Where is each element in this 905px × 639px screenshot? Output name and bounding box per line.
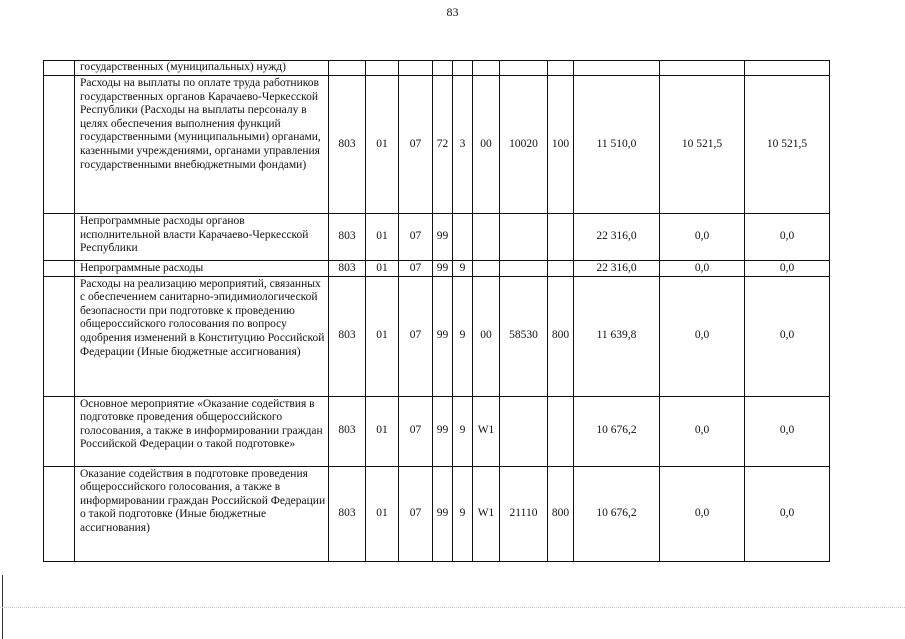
direction-code-cell: 58530 <box>500 276 548 396</box>
subprogram-code-cell: 9 <box>453 466 473 561</box>
expense-type-cell: 800 <box>548 466 574 561</box>
section-code-cell: 01 <box>366 396 399 466</box>
direction-code-cell <box>500 261 548 277</box>
section-code-cell: 01 <box>366 276 399 396</box>
table-row <box>44 261 830 277</box>
table-row <box>44 214 830 261</box>
subsection-code-cell: 07 <box>399 276 433 396</box>
expense-name-cell: Расходы на выплаты по оплате труда работников государственных органов Карачаево-Черкесской Республики (Расходы на выплаты персоналу в целях обеспечения выполнения функций государственными (муниципальными) органами, казенными учреждениями, органами управления государственными внебюджетными фондами) <box>75 76 329 214</box>
direction-code-cell <box>500 61 548 76</box>
section-code-cell: 01 <box>366 76 399 214</box>
table-row <box>44 466 830 561</box>
expense-type-cell: 800 <box>548 276 574 396</box>
subsection-code-cell: 07 <box>399 261 433 277</box>
table-row <box>44 76 830 214</box>
amount-year3-cell <box>745 61 830 76</box>
expense-type-cell <box>548 396 574 466</box>
section-code-cell <box>366 61 399 76</box>
amount-year1-cell: 22 316,0 <box>574 214 660 261</box>
subsection-code-cell: 07 <box>399 396 433 466</box>
direction-code-cell <box>500 214 548 261</box>
scan-noise-line <box>0 607 905 608</box>
program-code-cell: 99 <box>433 276 453 396</box>
event-code-cell: 00 <box>473 276 500 396</box>
amount-year1-cell: 10 676,2 <box>574 396 660 466</box>
amount-year2-cell: 0,0 <box>660 276 745 396</box>
program-code-cell: 99 <box>433 466 453 561</box>
amount-year3-cell: 0,0 <box>745 261 830 277</box>
event-code-cell <box>473 61 500 76</box>
direction-code-cell <box>500 396 548 466</box>
admin-code-cell: 803 <box>329 261 366 277</box>
subprogram-code-cell <box>453 61 473 76</box>
program-code-cell <box>433 61 453 76</box>
expense-name-cell: государственных (муниципальных) нужд) <box>75 61 329 76</box>
section-code-cell: 01 <box>366 214 399 261</box>
expense-name-cell: Непрограммные расходы <box>75 261 329 277</box>
program-code-cell: 99 <box>433 396 453 466</box>
program-code-cell: 99 <box>433 261 453 277</box>
subprogram-code-cell: 9 <box>453 261 473 277</box>
admin-code-cell: 803 <box>329 276 366 396</box>
expense-name-cell: Расходы на реализацию мероприятий, связанных с обеспечением санитарно-эпидимиологической безопасности при подготовке к проведению общероссийского голосования по вопросу одобрения изменений в Конституцию Российской Федерации (Иные бюджетные ассигнования) <box>75 276 329 396</box>
amount-year3-cell: 10 521,5 <box>745 76 830 214</box>
amount-year1-cell: 11 510,0 <box>574 76 660 214</box>
program-code-cell: 99 <box>433 214 453 261</box>
subsection-code-cell <box>399 61 433 76</box>
amount-year2-cell: 10 521,5 <box>660 76 745 214</box>
section-code-cell: 01 <box>366 466 399 561</box>
row-number-cell <box>44 76 75 214</box>
table-body <box>44 61 830 562</box>
amount-year1-cell: 10 676,2 <box>574 466 660 561</box>
admin-code-cell <box>329 61 366 76</box>
event-code-cell: 00 <box>473 76 500 214</box>
amount-year1-cell: 11 639,8 <box>574 276 660 396</box>
expense-type-cell: 100 <box>548 76 574 214</box>
subsection-code-cell: 07 <box>399 214 433 261</box>
row-number-cell <box>44 214 75 261</box>
expense-type-cell <box>548 61 574 76</box>
admin-code-cell: 803 <box>329 396 366 466</box>
expense-type-cell <box>548 214 574 261</box>
event-code-cell <box>473 214 500 261</box>
amount-year3-cell: 0,0 <box>745 214 830 261</box>
subprogram-code-cell: 9 <box>453 276 473 396</box>
budget-table <box>43 60 830 562</box>
table-row <box>44 276 830 396</box>
expense-name-cell: Основное мероприятие «Оказание содействия в подготовке проведения общероссийского голосования, а также в информировании граждан Российской Федерации о такой подготовке» <box>75 396 329 466</box>
amount-year2-cell: 0,0 <box>660 214 745 261</box>
subsection-code-cell: 07 <box>399 466 433 561</box>
row-number-cell <box>44 61 75 76</box>
subprogram-code-cell <box>453 214 473 261</box>
table-row <box>44 61 830 76</box>
event-code-cell <box>473 261 500 277</box>
amount-year3-cell: 0,0 <box>745 466 830 561</box>
event-code-cell: W1 <box>473 466 500 561</box>
expense-type-cell <box>548 261 574 277</box>
amount-year3-cell: 0,0 <box>745 276 830 396</box>
amount-year2-cell: 0,0 <box>660 261 745 277</box>
row-number-cell <box>44 261 75 277</box>
subprogram-code-cell: 9 <box>453 396 473 466</box>
row-number-cell <box>44 466 75 561</box>
section-code-cell: 01 <box>366 261 399 277</box>
row-number-cell <box>44 276 75 396</box>
amount-year3-cell: 0,0 <box>745 396 830 466</box>
page-number: 83 <box>446 5 459 19</box>
row-number-cell <box>44 396 75 466</box>
amount-year2-cell: 0,0 <box>660 466 745 561</box>
expense-name-cell: Непрограммные расходы органов исполнительной власти Карачаево-Черкесской Республики <box>75 214 329 261</box>
event-code-cell: W1 <box>473 396 500 466</box>
amount-year1-cell: 22 316,0 <box>574 261 660 277</box>
admin-code-cell: 803 <box>329 76 366 214</box>
admin-code-cell: 803 <box>329 466 366 561</box>
amount-year1-cell <box>574 61 660 76</box>
direction-code-cell: 21110 <box>500 466 548 561</box>
amount-year2-cell: 0,0 <box>660 396 745 466</box>
subsection-code-cell: 07 <box>399 76 433 214</box>
subprogram-code-cell: 3 <box>453 76 473 214</box>
admin-code-cell: 803 <box>329 214 366 261</box>
direction-code-cell: 10020 <box>500 76 548 214</box>
expense-name-cell: Оказание содействия в подготовке проведения общероссийского голосования, а также в информировании граждан Российской Федерации о такой подготовке (Иные бюджетные ассигнования) <box>75 466 329 561</box>
program-code-cell: 72 <box>433 76 453 214</box>
amount-year2-cell <box>660 61 745 76</box>
table-row <box>44 396 830 466</box>
